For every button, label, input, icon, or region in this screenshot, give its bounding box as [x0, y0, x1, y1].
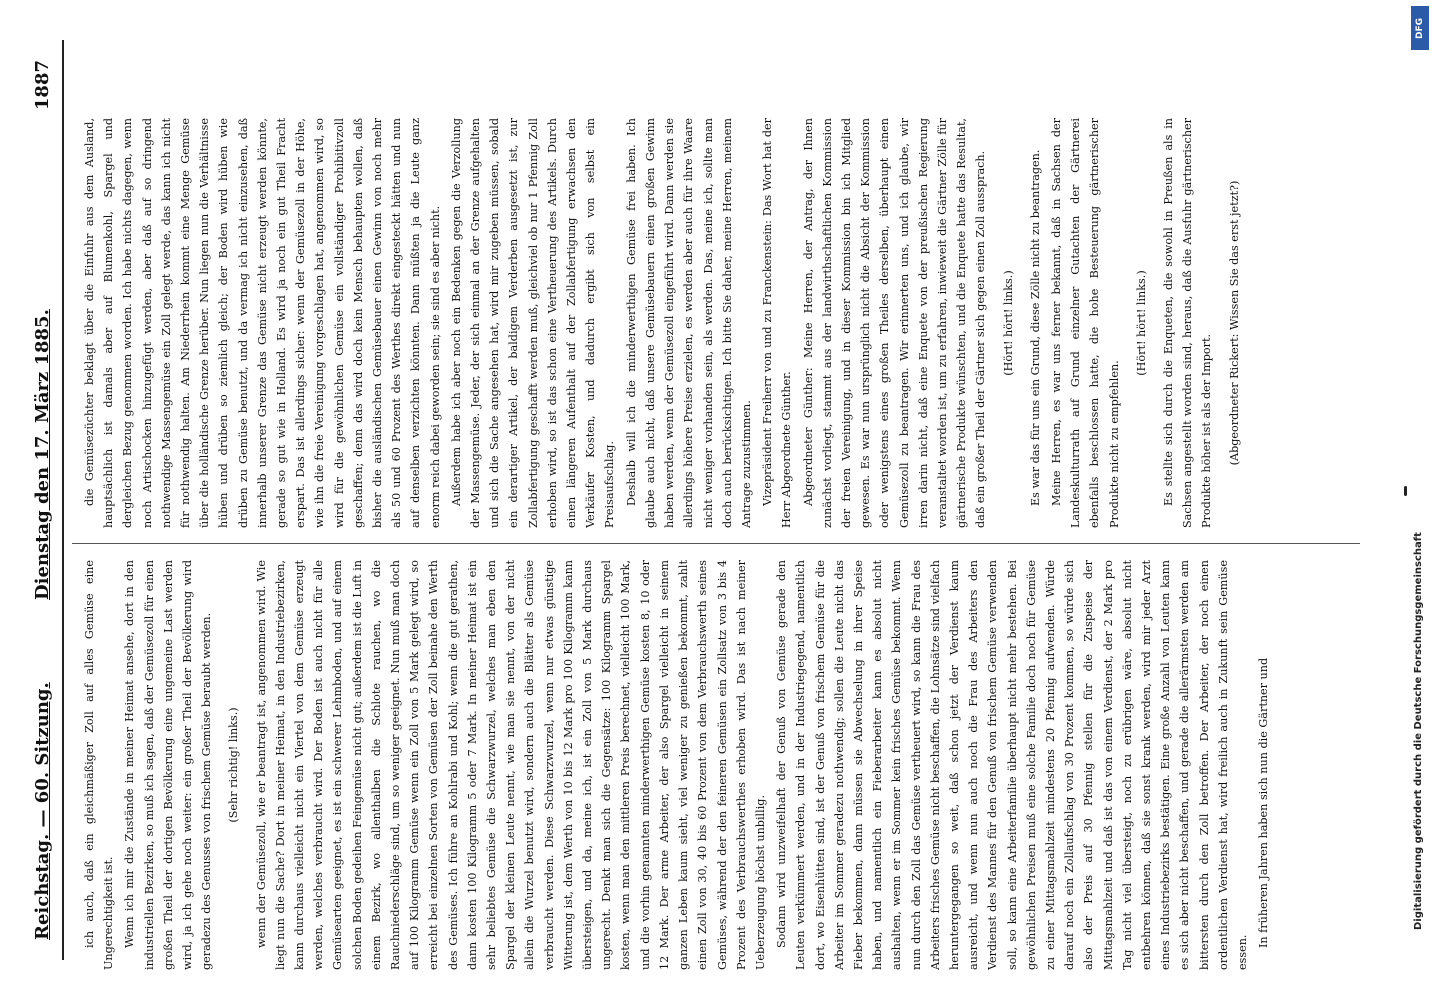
interjection: (Hört! hört! links.) [1001, 270, 1015, 376]
paragraph: die Gemüsezüchter beklagt über die Einfuhr aus dem Ausland, hauptsächlich ist damals aber auf Blumenkohl, Spargel und dergleichen Bezug genommen worden. Ich habe nichts dagegen, wenn noch Artischocken hinzugefügt werden, aber daß auf so dringend nothwendige Massengemüse ein Zoll gelegt werde, das kann ich nicht für nothwendig halten. Am Niederrhein kommt eine Menge Gemüse über die holländische Grenze herüber. Nun liegen nun die Verhältnisse hüben und drüben so ziemlich gleich; der Boden wird hüben wie drüben zu Gemüse benutzt, und da vermag ich nicht einzusehen, daß innerhalb unserer Grenze das Gemüse nicht erzeugt werden könnte, gerade so gut wie in Holland. Es wird ja noch ein gut Theil Fracht erspart. Das ist allerdings sicher: wenn der Gemüsezoll in der Höhe, wie ihn die freie Vereinigung vorgeschlagen hat, angenommen wird, so wird für die gewöhnlichen Gemüse ein vollständiger Prohibitivzoll geschaffen; denn das wird doch kein Mensch behaupten wollen, daß bisher die ausländischen Gemüsebauer einen Gewinn von noch mehr als 50 und 60 Prozent des Werthes direkt eingesteckt hätten und nun auf denselben verzichten könnten. Dann müßten ja die Leute ganz enorm reich dabei geworden sein; sie sind es aber nicht. [83, 118, 442, 528]
paragraph: Es stellte sich durch die Enqueten, die sowohl in Preußen als in Sachsen angestellt worden sind, heraus, daß die Ausfuhr gärtnerischer Produkte höher ist als der Import. [1161, 118, 1214, 528]
column-divider [72, 543, 1360, 544]
paragraph: Außerdem habe ich aber noch ein Bedenken gegen die Verzollung der Massengemüse. Jeder, der sich einmal an der Grenze aufgehalten und sich die Sache angesehen hat, wird mir zugeben müssen, sobald ein derartiger Artikel, der baldigem Verderben ausgesetzt ist, zur Zollabfertigung geschafft werden muß, gleichviel ob nur 1 Pfennig Zoll erhoben wird, so ist das schon eine Vertheuerung des Artikels. Durch einen längeren Aufenthalt auf der Zollabfertigung erwachsen den Verkäufer Kosten, und dadurch ergibt sich von selbst ein Preisaufschlag. [449, 118, 617, 528]
paragraph: Sodann wird unzweifelhaft der Genuß von Gemüse gerade den Leuten verkümmert werden, und in der Industriegegend, namentlich dort, wo Eisenhütten sind, ist der Genuß von frischem Gemüse für die Arbeiter im Sommer geradezu nothwendig; sollen die Leute nicht das Fieber bekommen, dann müssen sie Abwechselung in ihrer Speise haben, und namentlich ein Fieberarbeiter kann es absolut nicht aushalten, wenn er im Sommer kein frisches Gemüse bekommt. Wenn nun durch den Zoll das Gemüse vertheuert wird, so kann die Frau des Arbeiters frisches Gemüse nicht beschaffen, die Lohnsätze sind vielfach heruntergegangen so weit, daß schon jetzt der Verdienst kaum ausreicht, und wenn nun auch noch die Frau des Arbeiters den Verdienst des Mannes für den Genuß von frischem Gemüse verwenden soll, so kann eine Arbeiterfamilie überhaupt nicht mehr bestehen. Bei gewöhnlichen Preisen muß eine solche Familie doch noch für Gemüse zu einer Mittagsmahlzeit mindestens 20 Pfennig aufwenden. Würde darauf noch ein Zollaufschlag von 30 Prozent kommen, so würde sich also der Preis auf 30 Pfennig stellen für die Zuspeise der Mittagsmahlzeit und daß ist das von einem Verdienst, der 2 Mark pro Tag nicht viel übersteigt, noch zu erübrigen wäre, absolut nicht entbehren können, daß sie sonst krank werden, wird mir jeder Arzt eines Industriebezirks bestätigen. Eine große Anzahl von Leuten kann es sich aber nicht beschaffen, und gerade die allerärmsten werden am bittersten durch den Zoll betroffen. Der Arbeiter, der noch einen ordentlichen Verdienst hat, wird freilich auch in Zukunft sein Gemüse essen. [775, 560, 1249, 970]
interjection: (Hört! hört! links.) [1134, 270, 1148, 376]
paragraph: wenn der Gemüsezoll, wie er beantragt ist, angenommen wird. Wie liegt nun die Sache? Dort in meiner Heimat, in den Industriebezirken, kann durchaus vielleicht nicht ein Viertel von dem Gemüse erzeugt werden, welches verbraucht wird. Der Boden ist auch nicht für alle Gemüsearten geeignet, es ist ein schwerer Lehmboden, und auf einem solchen Boden gedeihen Feingemüse nicht gut; außerdem ist die Luft in einem Bezirk, wo allenthalben die Schlote rauchen, wo die Rauchniederschläge sind, um so weniger geeignet. Nun muß man doch auf 100 Kilogramm Gemüse wenn ein Zoll von 5 Mark gelegt wird, so erreicht bei einzelnen Sorten von Gemüsen der Zoll beinahe den Werth des Gemüses. Ich führe an Kohlrabi und Kohl; wenn die gut gerathen, dann kosten 100 Kilogramm 5 oder 7 Mark. In meiner Heimat ist ein sehr beliebtes Gemüse die Schwarzwurzel, welches man eben den Spargel der kleinen Leute nennt, wie man sie nennt, von der nicht allein die Wurzel benutzt wird, sondern auch die Blätter als Gemüse verbraucht werden. Diese Schwarzwurzel, wenn nur etwas günstige Witterung ist, dem Werth von 10 bis 12 Mark pro 100 Kilogramm kann übersteigen, und da, meine ich, ist ein Zoll von 5 Mark durchaus ungerecht. Denkt man sich die Gegensätze: 100 Kilogramm Spargel kosten, wenn man den mittleren Preis berechnet, vielleicht 100 Mark, und die vorhin genannten minderwerthigen Gemüse kosten 8, 10 oder 12 Mark. Der arme Arbeiter, der also Spargel vielleicht in seinem ganzen Leben kaum sieht, viel weniger zu genießen bekommt, zahlt einen Zoll von 30, 40 bis 60 Prozent von dem Verbrauchswerth seines Gemüses, während der den feineren Gemüsen ein Zollsatz von 3 bis 4 Prozent des Verbrauchswerthes erhoben wird. Das ist nach meiner Ueberzeugung höchst unbillig. [254, 560, 767, 970]
text-column-right [80, 118, 1360, 528]
speaker-paragraph: Abgeordneter Günther: Meine Herren, der Antrag, der Ihnen zunächst vorliegt, stammt aus der landwirthschaftlichen Kommission der freien Vereinigung, und in dieser Kommission bin ich Mitglied gewesen. Es war nun ursprünglich nicht die Absicht der Kommission oder wenigstens eines großen Theiles derselben, überhaupt einen Gemüsezoll zu beantragen. Wir erinnerten uns, und ich glaube, wir irren darin nicht, daß eine Enquete von der preußischen Regierung veranstaltet worden ist, um zu erfahren, inwieweit die Gärtner Zölle für gärtnerische Produkte wünschten, und die Enquete hatte das Resultat, daß ein großer Theil der Gärtner sich gegen einen Zoll aussprach. [801, 118, 988, 528]
interjection: (Abgeordneter Rickert: Wissen Sie das erst jetzt?) [1227, 180, 1241, 466]
page-number: 1887 [32, 60, 53, 111]
session-date: Dienstag den 17. März 1885. [32, 309, 53, 600]
speaker-paragraph: Vizepräsident Freiherr von und zu Franckenstein: Das Wort hat der Herr Abgeordnete Günther. [761, 118, 794, 528]
paragraph: Deshalb will ich die minderwerthigen Gemüse frei haben. Ich glaube auch nicht, daß unsere Gemüsebauern einen großen Gewinn haben werden, wenn der Gemüsezoll eingeführt wird. Dann werden sie allerdings höhere Preise erzielen, es werden aber auch für ihre Waare nicht weniger vorhanden sein, als werden. Das, meine ich, sollte man doch auch berücksichtigen. Ich bitte Sie daher, meine Herren, meinem Antrage zuzustimmen. [624, 118, 753, 528]
running-head [28, 40, 64, 960]
paragraph: In früheren Jahren haben sich nun die Gärtner und [1257, 657, 1271, 948]
paragraph: ich auch, daß ein gleichmäßiger Zoll auf alles Gemüse eine Ungerechtigkeit ist. [83, 560, 116, 970]
paragraph: Wenn ich mir die Zustände in meiner Heimat ansehe, dort in den industriellen Bezirken, so muß ich sagen, daß der Gemüsezoll für einen großen Theil der dortigen Bevölkerung eine ungemeine Last werden wird, ja ich gehe noch weiter: ein großer Theil der Bevölkerung wird geradezu des Genusses von frischem Gemüse beraubt werden. [123, 560, 214, 970]
paragraph: Meine Herren, es war uns ferner bekannt, daß in Sachsen der Landeskulturrath auf Grund einzelner Gutachten der Gärtnerei ebenfalls beschlossen hatte, die hohe Besteuerung gärtnerischer Produkte nicht zu empfehlen. [1049, 118, 1121, 528]
dfg-logo: DFG [1411, 6, 1429, 50]
digitization-credit: Digitalisierung gefördert durch die Deutsche Forschungsgemeinschaft [1413, 532, 1424, 930]
text-column-left [80, 560, 1360, 970]
margin-mark [1404, 486, 1407, 496]
paragraph: Es war das für uns ein Grund, diese Zölle nicht zu beantragen. [1028, 149, 1042, 506]
interjection: (Sehr richtig! links.) [227, 707, 241, 823]
session-title: Reichstag. — 60. Sitzung. [32, 682, 53, 940]
